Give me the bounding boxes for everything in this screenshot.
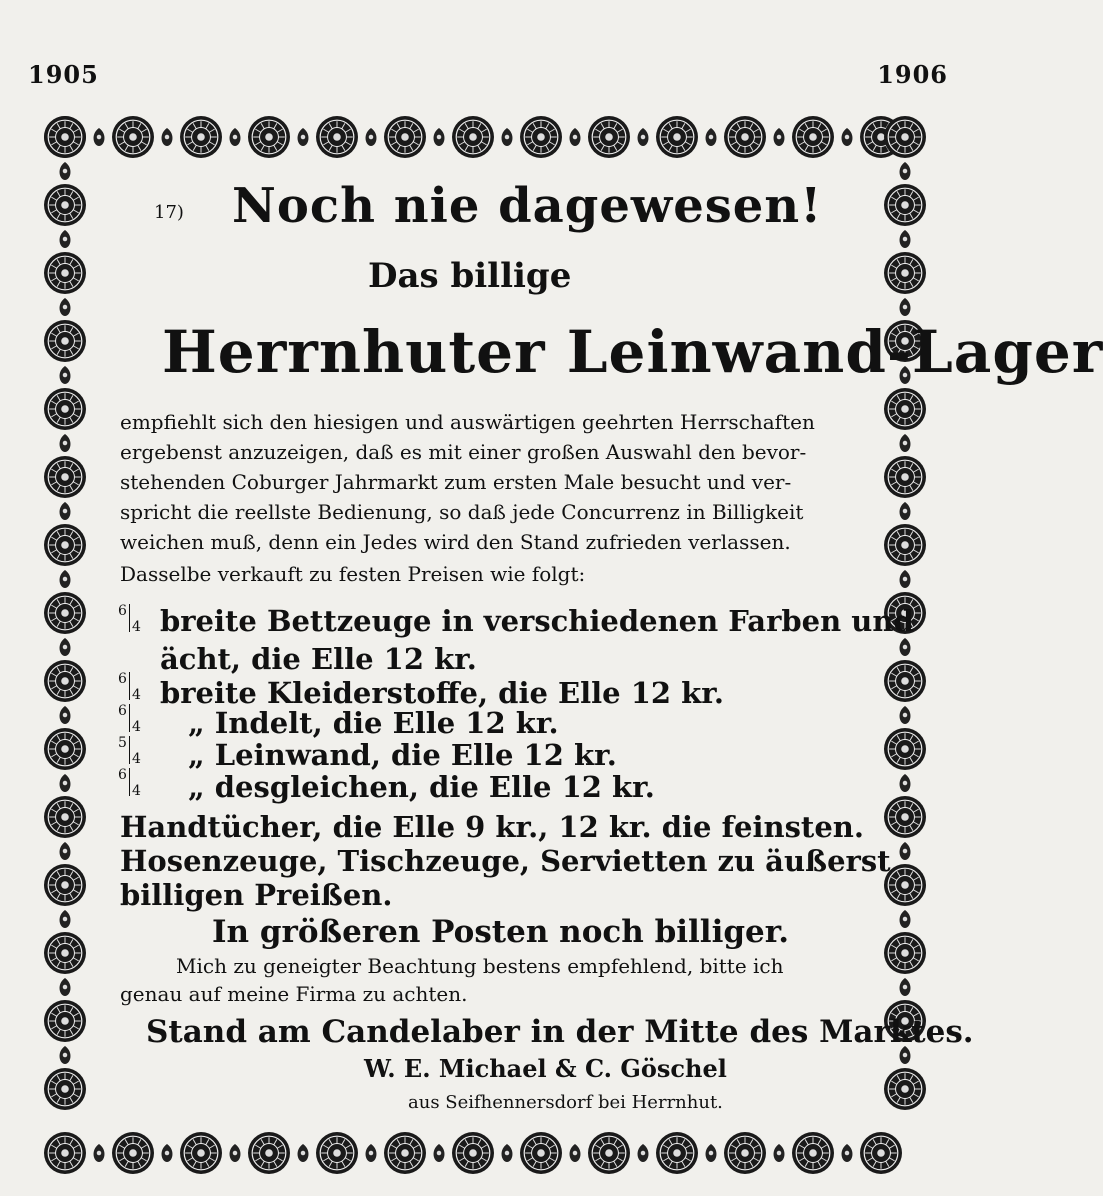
firm-name: W. E. Michael & C. Göschel — [364, 1054, 727, 1083]
item-trousers-cont: billigen Preißen. — [120, 878, 393, 912]
item-linen: „ Leinwand, die Elle 12 kr. — [188, 738, 617, 772]
page-number-right: 1906 — [877, 60, 948, 89]
closing-line: Mich zu geneigter Beachtung bestens empfehlend, bitte ich — [176, 954, 784, 978]
item-trousers: Hosenzeuge, Tischzeuge, Servietten zu äußerst — [120, 844, 891, 878]
ornamental-border-bottom — [40, 1128, 930, 1178]
headline: Noch nie dagewesen! — [232, 178, 823, 234]
item-bedding-price: ächt, die Elle 12 kr. — [160, 642, 477, 676]
intro-line: ergebenst anzuzeigen, daß es mit einer großen Auswahl den bevor- — [120, 440, 807, 464]
bulk-offer: In größeren Posten noch billiger. — [212, 914, 790, 950]
closing-line: genau auf meine Firma zu achten. — [120, 982, 468, 1006]
subheadline: Das billige — [368, 256, 572, 296]
item-indelt: „ Indelt, die Elle 12 kr. — [188, 706, 559, 740]
intro-line: spricht die reellste Bedienung, so daß jede Concurrenz in Billigkeit — [120, 500, 804, 524]
item-likewise: „ desgleichen, die Elle 12 kr. — [188, 770, 655, 804]
ornamental-border-left — [40, 112, 90, 1178]
intro-line: Dasselbe verkauft zu festen Preisen wie folgt: — [120, 562, 586, 586]
intro-line: stehenden Coburger Jahrmarkt zum ersten Male besucht und ver- — [120, 470, 792, 494]
ornamental-border-top — [40, 112, 930, 162]
item-bedding: breite Bettzeuge in verschiedenen Farben und — [160, 604, 914, 638]
firm-origin: aus Seifhennersdorf bei Herrnhut. — [408, 1092, 723, 1113]
shop-name: Herrnhuter Leinwand-Lager — [162, 318, 1103, 386]
advertisement: 17) Noch nie dagewesen! Das billige Herrnhuter Leinwand-Lager empfiehlt sich den hiesigen und auswärtigen geehrten Herrschaften ergebenst anzuzeigen, daß es mit einer großen Auswahl den bevor- stehenden Coburger Jahrmarkt zum ersten Male besucht und ver- spricht die reellste Bedienung, so daß jede Concurrenz in Billigkeit weichen muß, denn ein Jedes wird den Stand zufrieden verlassen. Dasselbe verkauft zu festen Preisen wie folgt: 6 4 6 4 6 4 5 4 6 4 breite Bettzeuge in verschiedenen Farben und ächt, die Elle 12 kr. breite Kleiderstoffe, die Elle 12 kr. „ Indelt, die Elle 12 kr. „ Leinwand, die Elle 12 kr. „ desgleichen, die Elle 12 kr. Handtücher, die Elle 9 kr., 12 kr. die feinsten. Hosenzeuge, Tischzeuge, Servietten zu äußerst billigen Preißen. In größeren Posten noch billiger. Mich zu geneigter Beachtung bestens empfehlend, bitte ich genau auf meine Firma zu achten. Stand am Candelaber in der Mitte des Marktes. W. E. Michael & C. Göschel aus Seifhennersdorf bei Herrnhut. — [118, 178, 1103, 1113]
item-dress-fabric: breite Kleiderstoffe, die Elle 12 kr. — [160, 676, 724, 710]
intro-line: empfiehlt sich den hiesigen und auswärtigen geehrten Herrschaften — [120, 410, 815, 434]
item-towels: Handtücher, die Elle 9 kr., 12 kr. die feinsten. — [120, 810, 864, 844]
ad-number: 17) — [154, 202, 184, 223]
intro-line: weichen muß, denn ein Jedes wird den Stand zufrieden verlassen. — [120, 530, 791, 554]
page-number-left: 1905 — [28, 60, 99, 89]
stand-location: Stand am Candelaber in der Mitte des Marktes. — [146, 1014, 974, 1050]
